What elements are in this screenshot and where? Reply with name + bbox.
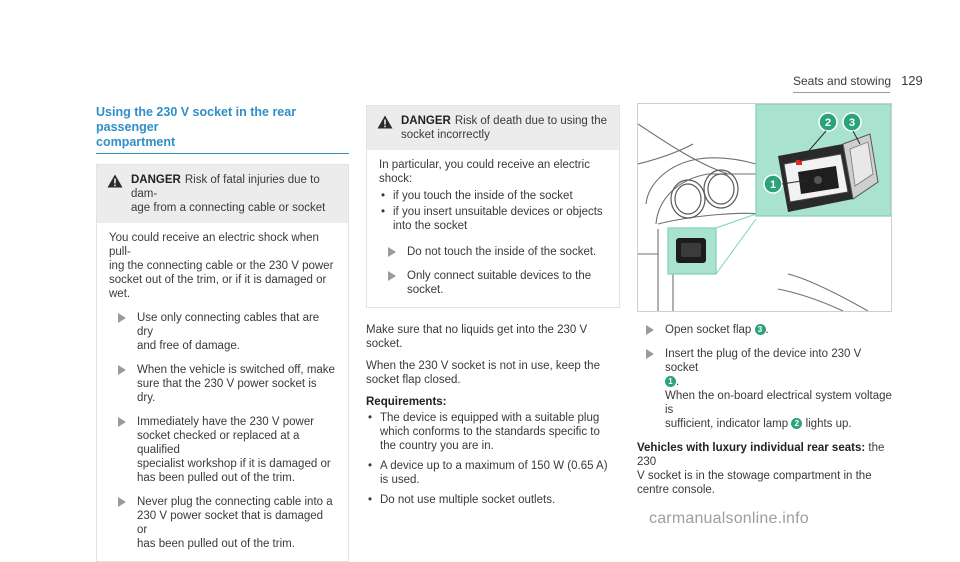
step-arrow-icon — [387, 247, 397, 257]
para-line: socket. — [366, 338, 403, 350]
instruction-step — [109, 495, 336, 551]
step-line: When the vehicle is switched off, make — [137, 364, 335, 376]
intro-line: In particular, you could receive an electric — [379, 159, 590, 171]
socket-illustration-drawing — [638, 104, 891, 311]
step-arrow-icon — [117, 497, 127, 507]
step-arrow-icon — [387, 271, 397, 281]
running-header — [793, 73, 923, 88]
bullet-line: which conforms to the standards specific to — [380, 426, 600, 438]
step-line: sufficient, indicator lamp — [665, 418, 789, 430]
title-rule — [96, 153, 349, 154]
list-item: • Do not use multiple socket outlets. — [368, 494, 556, 506]
instruction-step — [109, 311, 336, 353]
bullet-line: A device up to a maximum of 150 W (0.65 A) — [380, 460, 608, 472]
step-arrow-icon — [117, 313, 127, 323]
step-line: Use only connecting cables that are dry — [137, 312, 320, 338]
bullet-line: if you insert unsuitable devices or objects — [393, 206, 603, 218]
bullet-line: Do not use multiple socket outlets. — [380, 494, 556, 506]
danger-line-2: age from a connecting cable or socket — [131, 202, 326, 214]
para-line: the 230 — [637, 442, 885, 468]
instruction-step — [379, 245, 607, 259]
watermark: carmanualsonline.info — [649, 510, 809, 527]
instruction-step — [637, 347, 895, 431]
column-1 — [96, 105, 349, 562]
section-title — [96, 105, 349, 150]
page-number: 129 — [901, 73, 923, 88]
danger-line-1: Risk of death due to using the — [454, 115, 607, 127]
instruction-step — [637, 323, 895, 337]
instruction-step — [109, 363, 336, 405]
para-line: V socket is in the stowage compartment in the — [637, 470, 872, 482]
warning-triangle-icon — [377, 115, 393, 129]
list-item: • if you insert unsuitable devices or objects into the socket — [381, 206, 603, 232]
liquids-paragraph — [366, 323, 620, 351]
step-line: Insert the plug of the device into 230 V socket — [665, 348, 862, 374]
danger-heading-text — [401, 114, 609, 142]
bullet-line: if you touch the inside of the socket — [393, 190, 573, 202]
body-line: wet. — [109, 288, 131, 300]
step-arrow-icon — [645, 325, 655, 335]
list-item: • A device up to a maximum of 150 W (0.65 A) is used. — [368, 460, 608, 486]
step-text: Open socket flap — [665, 324, 752, 336]
step-line: Do not touch the inside of the socket. — [407, 246, 597, 258]
danger-line-2: socket incorrectly — [401, 129, 490, 141]
step-end: . — [765, 324, 769, 336]
callout-1: 1 — [769, 179, 777, 191]
step-arrow-icon — [645, 349, 655, 359]
danger-bullet-list — [379, 189, 607, 233]
para-line: Make sure that no liquids get into the 230 V — [366, 324, 588, 336]
danger-header — [97, 165, 348, 223]
callout-badge: 2 — [791, 418, 802, 429]
step-line: socket checked or replaced at a qualified — [137, 430, 300, 456]
body-line: ing the connecting cable or the 230 V power — [109, 260, 334, 272]
danger-body-text — [109, 231, 336, 301]
step-line: 230 V power socket that is damaged or — [137, 510, 324, 536]
danger-line-1: Risk of fatal injuries due to dam- — [131, 174, 320, 200]
bullet-line: the country you are in. — [380, 440, 494, 452]
column-2 — [366, 105, 620, 507]
bullet-line: The device is equipped with a suitable plug — [380, 412, 600, 424]
body-line: You could receive an electric shock when pull- — [109, 232, 319, 258]
danger-word: DANGER — [401, 115, 451, 127]
list-item: • if you touch the inside of the socket — [381, 190, 573, 202]
requirements-list — [366, 411, 620, 507]
callout-3: 3 — [848, 117, 856, 129]
danger-word: DANGER — [131, 174, 181, 186]
luxury-seats-label: Vehicles with luxury individual rear seats: — [637, 442, 866, 454]
danger-body — [367, 150, 619, 307]
para-line: When the 230 V socket is not in use, keep the — [366, 360, 600, 372]
bullet-line: is used. — [380, 474, 420, 486]
step-line: sure that the 230 V power socket is dry. — [137, 378, 317, 404]
para-line: centre console. — [637, 484, 715, 496]
callout-badge: 3 — [755, 324, 766, 335]
title-line-1: Using the 230 V socket in the rear passenger — [96, 105, 297, 134]
title-line-2: compartment — [96, 135, 176, 149]
instruction-step — [379, 269, 607, 297]
step-line: and free of damage. — [137, 340, 240, 352]
step-line: has been pulled out of the trim. — [137, 538, 295, 550]
luxury-seats-paragraph — [637, 441, 895, 497]
body-line: socket out of the trim, or if it is damaged or — [109, 274, 327, 286]
danger-heading-text — [131, 173, 338, 215]
danger-header — [367, 106, 619, 150]
section-name: Seats and stowing — [793, 74, 892, 88]
danger-box-1 — [96, 164, 349, 562]
step-end: . — [676, 376, 680, 388]
step-line: Immediately have the 230 V power — [137, 416, 315, 428]
step-line: socket. — [407, 284, 444, 296]
flap-paragraph — [366, 359, 620, 387]
step-line: has been pulled out of the trim. — [137, 472, 295, 484]
step-line: When the on-board electrical system voltage is — [665, 390, 892, 416]
instruction-step — [109, 415, 336, 485]
list-item: • The device is equipped with a suitable plug which conforms to the standards specific to the country you are in. — [368, 412, 600, 452]
step-arrow-icon — [117, 417, 127, 427]
step-arrow-icon — [117, 365, 127, 375]
callout-2: 2 — [824, 117, 832, 129]
step-line: specialist workshop if it is damaged or — [137, 458, 331, 470]
step-line: lights up. — [805, 418, 852, 430]
step-line: Never plug the connecting cable into a — [137, 496, 333, 508]
step-line: Only connect suitable devices to the — [407, 270, 592, 282]
bullet-line: into the socket — [393, 220, 468, 232]
danger-box-2 — [366, 105, 620, 308]
header-rule — [793, 92, 890, 93]
requirements-heading: Requirements: — [366, 396, 447, 408]
warning-triangle-icon — [107, 174, 123, 188]
column-3 — [637, 323, 895, 497]
para-line: socket flap closed. — [366, 374, 461, 386]
intro-line: shock: — [379, 173, 413, 185]
danger-body — [97, 223, 348, 561]
socket-illustration — [637, 103, 892, 312]
callout-badge: 1 — [665, 376, 676, 387]
